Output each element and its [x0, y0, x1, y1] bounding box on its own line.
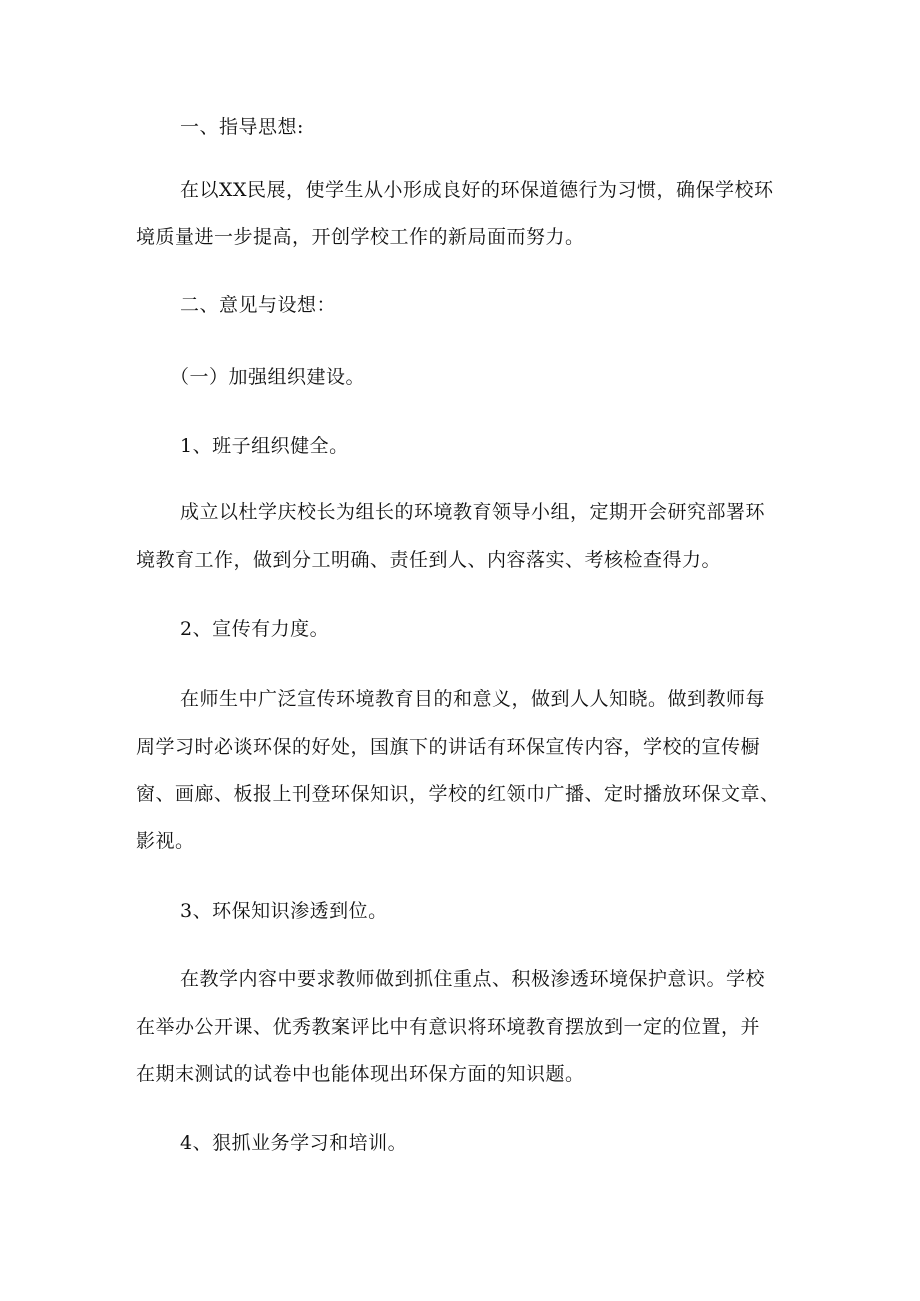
paragraph-line: 窗、画廊、板报上刊登环保知识，学校的红领巾广播、定时播放环保文章、 — [136, 783, 780, 805]
paragraph-line: 周学习时必谈环保的好处，国旗下的讲话有环保宣传内容，学校的宣传橱 — [136, 736, 761, 758]
paragraph-line: 在以XX民展，使学生从小形成良好的环保道德行为习惯，确保学校环 — [180, 179, 774, 201]
section-heading-opinions: 二、意见与设想： — [180, 294, 337, 316]
list-item-heading: 4、狠抓业务学习和培训。 — [180, 1132, 408, 1154]
paragraph-line: 成立以杜学庆校长为组长的环境教育领导小组，定期开会研究部署环 — [180, 501, 766, 523]
paragraph-line: 境质量进一步提高，开创学校工作的新局面而努力。 — [136, 226, 585, 248]
paragraph-line: 在教学内容中要求教师做到抓住重点、积极渗透环境保护意识。学校 — [180, 968, 766, 990]
section-heading-guiding-ideology: 一、指导思想: — [180, 116, 304, 138]
paragraph-line: 影视。 — [136, 830, 195, 852]
paragraph-line: 在师生中广泛宣传环境教育目的和意义，做到人人知晓。做到教师每 — [180, 688, 766, 710]
paragraph-line: 在期末测试的试卷中也能体现出环保方面的知识题。 — [136, 1063, 585, 1085]
list-item-heading: 2、宣传有力度。 — [180, 618, 330, 640]
list-item-heading: 3、环保知识渗透到位。 — [180, 900, 388, 922]
paragraph-line: 境教育工作，做到分工明确、责任到人、内容落实、考核检查得力。 — [136, 549, 722, 571]
subsection-heading-organization: （一）加强组织建设。 — [170, 366, 366, 388]
list-item-heading: 1、班子组织健全。 — [180, 435, 349, 457]
paragraph-line: 在举办公开课、优秀教案评比中有意识将环境教育摆放到一定的位置，并 — [136, 1016, 761, 1038]
